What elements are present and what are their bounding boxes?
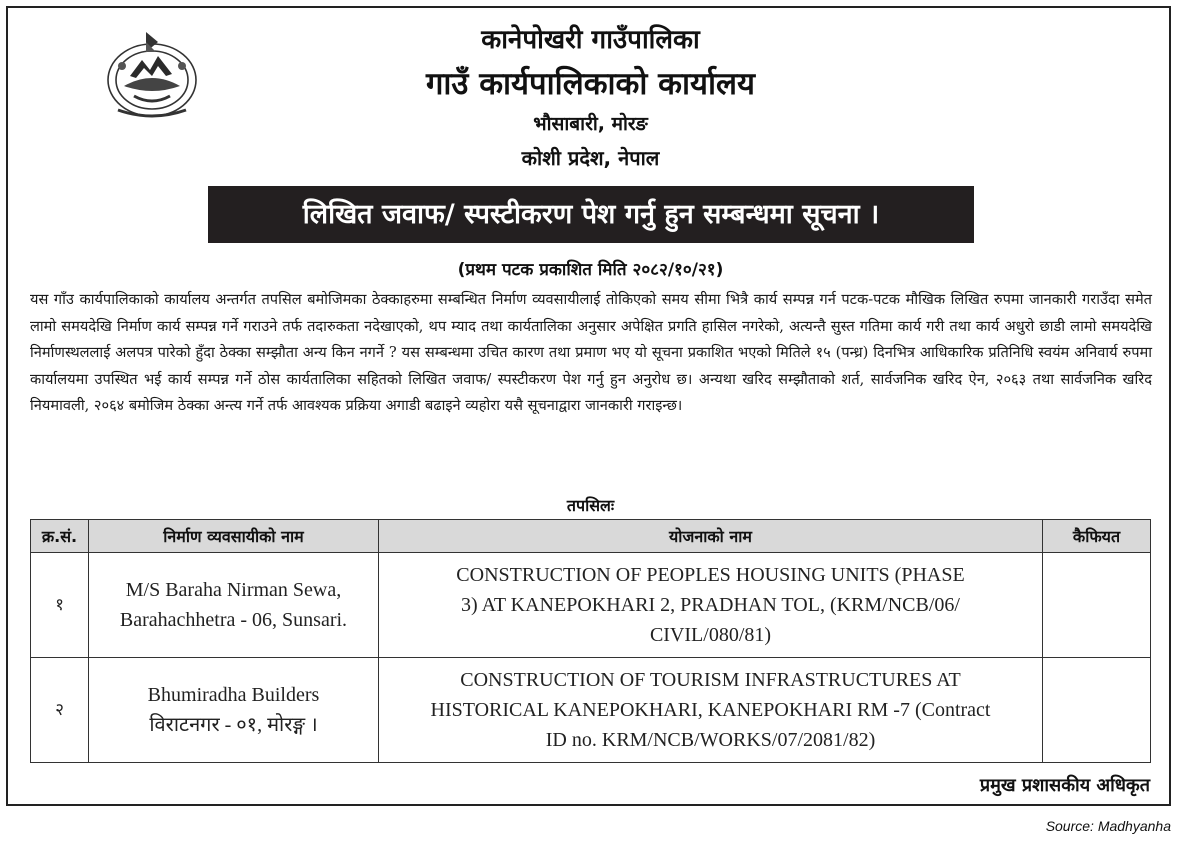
signatory: प्रमुख प्रशासकीय अधिकृत (979, 775, 1150, 796)
table-row (31, 658, 1151, 763)
table-header-row (31, 520, 1151, 553)
header-serial: क्र.सं. (31, 520, 89, 553)
row-contractor (89, 553, 379, 658)
contractor-line: Barahachhetra - 06, Sunsari. (119, 609, 348, 631)
table-row (31, 553, 1151, 658)
municipality-name: कानेपोखरी गाउँपालिका (481, 25, 700, 55)
contractor-line: Bhumiradha Builders (147, 684, 320, 706)
row-remarks (1043, 553, 1151, 658)
schedule-label: तपसिलः (566, 496, 615, 515)
project-line: ID no. KRM/NCB/WORKS/07/2081/82) (545, 729, 876, 751)
contractor-line: विराटनगर - ०१, मोरङ्ग । (149, 714, 318, 736)
contractor-table (30, 519, 1151, 763)
project-line: CONSTRUCTION OF TOURISM INFRASTRUCTURES AT (460, 669, 961, 691)
row-serial: २ (31, 658, 89, 763)
row-project (379, 658, 1043, 763)
row-serial: १ (31, 553, 89, 658)
header-remarks: कैफियत (1043, 520, 1151, 553)
address-line-1: भौसाबारी, मोरङ (533, 113, 648, 135)
header-project: योजनाको नाम (379, 520, 1043, 553)
source-credit: Source: Madhyanha (1045, 818, 1171, 834)
notice-title-banner: लिखित जवाफ/ स्पस्टीकरण पेश गर्नु हुन सम्बन्धमा सूचना । (208, 186, 974, 243)
publication-date: (प्रथम पटक प्रकाशित मिति २०८२/१०/२१) (457, 260, 724, 280)
project-line: CONSTRUCTION OF PEOPLES HOUSING UNITS (PHASE (456, 564, 965, 586)
header-contractor: निर्माण व्यवसायीको नाम (89, 520, 379, 553)
project-line: 3) AT KANEPOKHARI 2, PRADHAN TOL, (KRM/NCB/06/ (461, 594, 960, 616)
project-line: HISTORICAL KANEPOKHARI, KANEPOKHARI RM -7 (Contract (430, 699, 991, 721)
office-name: गाउँ कार्यपालिकाको कार्यालय (425, 66, 756, 102)
project-line: CIVIL/080/81) (649, 624, 772, 646)
notice-body: यस गाँउ कार्यपालिकाको कार्यालय अन्तर्गत तपसिल बमोजिमका ठेक्काहरुमा सम्बन्धित निर्माण व्यवसायीलाई तोकिएको समय सीमा भित्रै कार्य सम्पन्न गर्न पटक-पटक मौखिक लिखित रुपमा जानकारी गराउँदा समेत लामो समयदेखि निर्माण कार्य सम्पन्न गर्ने गराउने तर्फ तदारुकता नदेखाएको, थप म्याद तथा कार्यतालिका अनुसार अपेक्षित प्रगति हासिल नगरेको, अत्यन्तै सुस्त गतिमा कार्य गरी तथा कार्य अधुरो छाडी लामो समयदेखि निर्माणस्थललाई अलपत्र पारेको हुँदा ठेक्का सम्झौता अन्य किन नगर्ने ? यस सम्बन्धमा उचित कारण तथा प्रमाण भए यो सूचना प्रकाशित भएको मितिले १५ (पन्ध्र) दिनभित्र आधिकारिक प्रतिनिधि स्वयंम अनिवार्य रुपमा कार्यालयमा उपस्थित भई कार्य सम्पन्न गर्ने ठोस कार्यतालिका सहितको लिखित जवाफ/ स्पस्टीकरण पेश गर्नु हुन अनुरोध छ। अन्यथा खरिद सम्झौताको शर्त, सार्वजनिक खरिद ऐन, २०६३ तथा सार्वजनिक खरिद नियमावली, २०६४ बमोजिम ठेक्का अन्त्य गर्ने तर्फ आवश्यक प्रक्रिया अगाडी बढाइने व्यहोरा यसै सूचनाद्वारा जानकारी गराइन्छ। (30, 291, 1153, 414)
address-line-2: कोशी प्रदेश, नेपाल (521, 146, 660, 170)
row-contractor (89, 658, 379, 763)
contractor-line: M/S Baraha Nirman Sewa, (125, 579, 342, 601)
row-project (379, 553, 1043, 658)
row-remarks (1043, 658, 1151, 763)
